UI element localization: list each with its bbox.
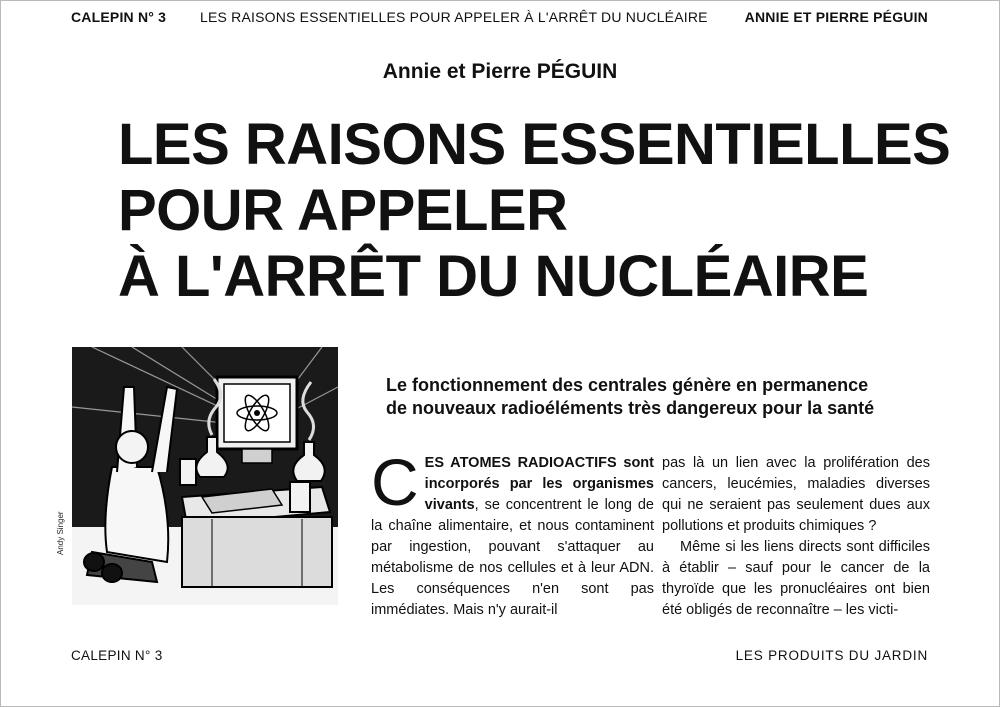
body-column-1 <box>371 445 654 621</box>
footer-calepin: CALEPIN N° 3 <box>71 648 163 663</box>
title-line: À L'ARRÊT DU NUCLÉAIRE <box>118 244 869 309</box>
title-line: POUR APPELER <box>118 178 568 243</box>
header-authors: ANNIE ET PIERRE PÉGUIN <box>744 9 928 25</box>
body-paragraph: pas là un lien avec la prolifération des cancers, leucémies, maladies diverses qui ne seraient pas seulement dues aux pollutions et produits chimiques ? <box>662 455 930 534</box>
header-calepin: CALEPIN N° 3 <box>71 9 167 25</box>
body-paragraph <box>371 445 654 621</box>
body-text: , se concentrent le long de la chaîne alimentaire, et nous contaminent par ingestion, pouvant s'attaquer au métabolisme de nos cellules et à leur ADN. Les conséquences n'en sont pas immédiates. Mais n'y aurait-il <box>371 497 654 618</box>
subtitle-line: Le fonctionnement des centrales génère en permanence <box>386 375 869 395</box>
header-running-title: LES RAISONS ESSENTIELLES POUR APPELER À L'ARRÊT DU NUCLÉAIRE <box>200 9 708 25</box>
body-column-2 <box>662 453 930 621</box>
drop-cap: C <box>371 445 419 519</box>
illustration-credit: Andy Singer <box>56 511 65 555</box>
scientist-computer-illustration <box>72 347 338 605</box>
authors-byline: Annie et Pierre PÉGUIN <box>382 60 618 83</box>
subtitle-line: de nouveaux radioéléments très dangereux pour la santé <box>386 398 875 418</box>
main-title <box>118 112 978 310</box>
body-paragraph: Même si les liens directs sont difficiles à établir – sauf pour le cancer de la thyroïde que les pronucléaires ont bien été obligés de reconnaître – les victi- <box>662 539 930 618</box>
footer-section: LES PRODUITS DU JARDIN <box>735 648 928 663</box>
title-line: LES RAISONS ESSENTIELLES <box>118 112 951 177</box>
lead-in-bold: ES ATOMES RADIOACTIFS sont incorporés par les organismes vivants <box>424 455 654 513</box>
article-subtitle <box>386 374 946 420</box>
